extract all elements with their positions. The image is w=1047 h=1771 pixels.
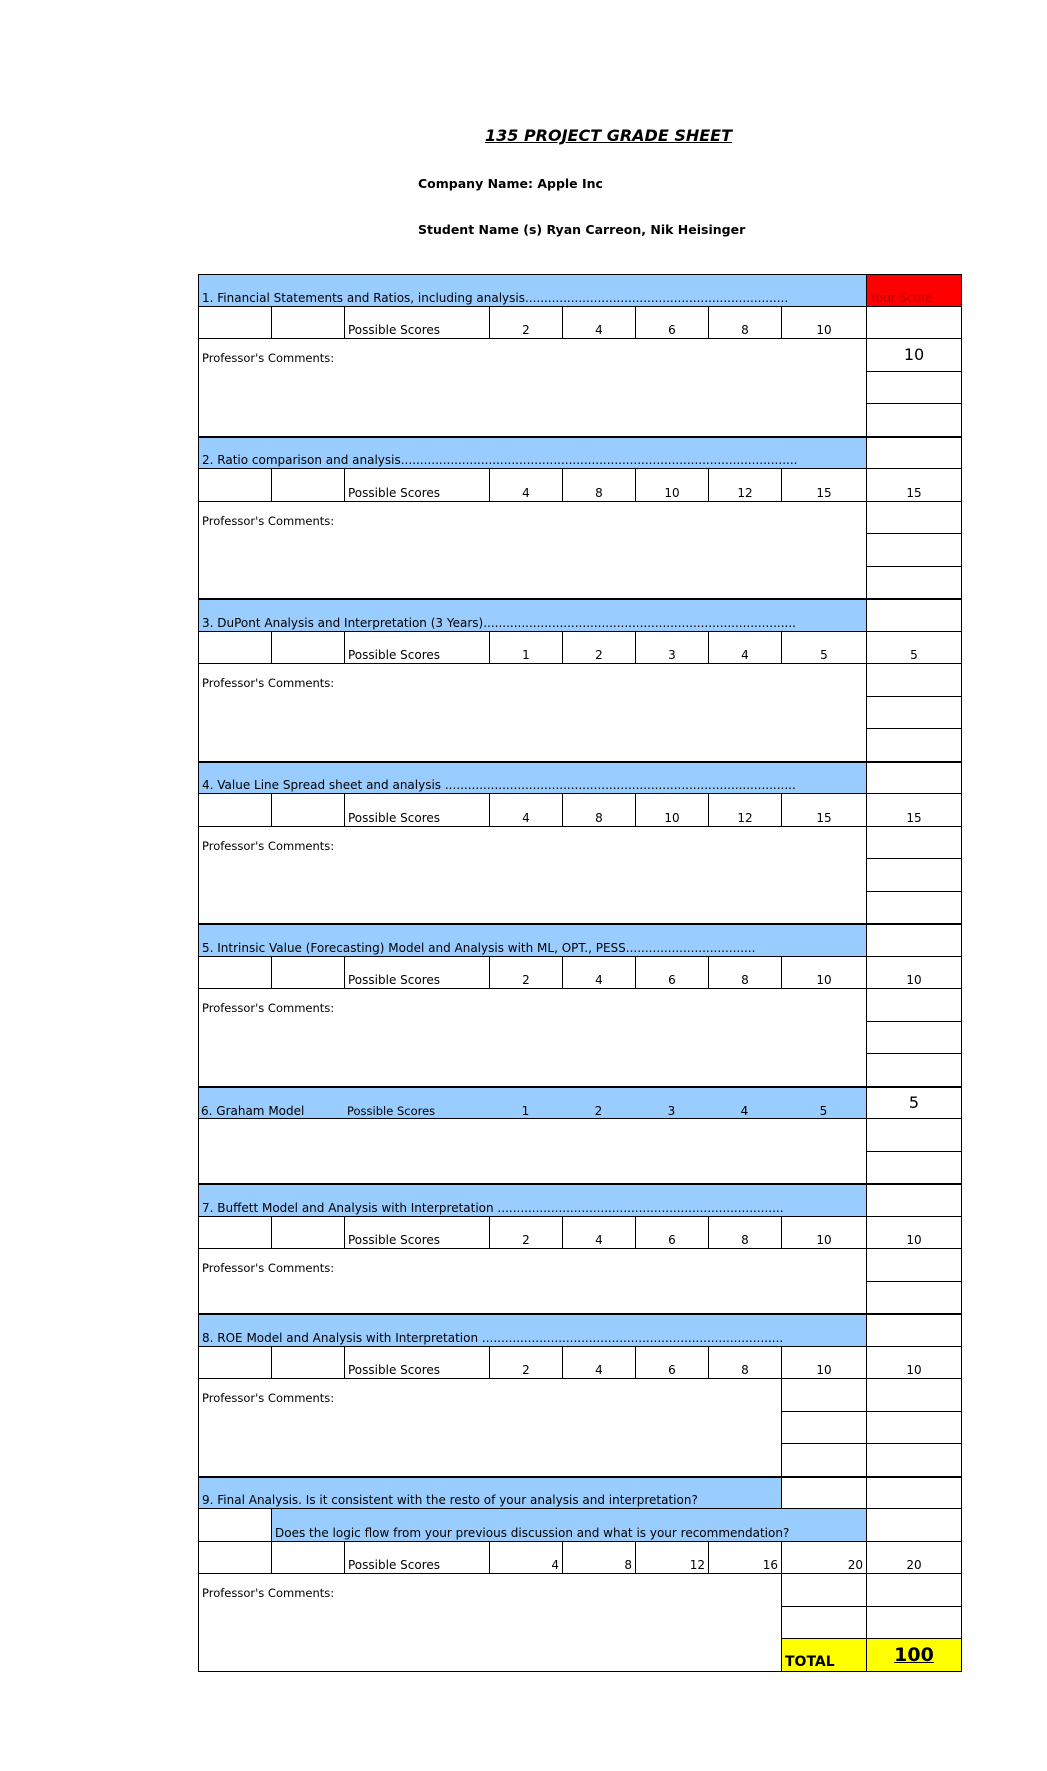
possible-score: 1 bbox=[521, 1104, 530, 1118]
possible-score: 4 bbox=[562, 1217, 635, 1249]
comments-box bbox=[198, 664, 866, 762]
comments-box bbox=[198, 502, 866, 599]
possible-scores-label: Possible Scores bbox=[344, 632, 489, 664]
comments-box bbox=[198, 1379, 781, 1477]
score-cell bbox=[866, 762, 962, 794]
possible-score: 8 bbox=[708, 307, 781, 339]
score-cell bbox=[866, 859, 962, 892]
earned-score: 10 bbox=[866, 1217, 962, 1249]
table-cell bbox=[271, 1542, 344, 1574]
possible-score: 15 bbox=[781, 469, 866, 502]
possible-score: 8 bbox=[708, 957, 781, 989]
possible-score: 2 bbox=[562, 632, 635, 664]
table-cell bbox=[198, 307, 271, 339]
possible-score: 2 bbox=[489, 957, 562, 989]
table-cell bbox=[781, 1412, 866, 1444]
possible-score: 4 bbox=[562, 957, 635, 989]
score-cell bbox=[866, 989, 962, 1022]
section-7-header: 7. Buffett Model and Analysis with Interpretation ........................................................................... bbox=[198, 1184, 866, 1217]
score-cell bbox=[866, 827, 962, 859]
section-9-header: 9. Final Analysis. Is it consistent with the resto of your analysis and interpretation? bbox=[198, 1477, 781, 1509]
table-cell bbox=[198, 632, 271, 664]
your-score-header: Your Score bbox=[866, 274, 962, 307]
possible-score: 2 bbox=[594, 1104, 603, 1118]
score-cell bbox=[866, 372, 962, 404]
comments-label: Professor's Comments: bbox=[202, 514, 335, 528]
section-4-header: 4. Value Line Spread sheet and analysis ............................................................................................ bbox=[198, 762, 866, 794]
possible-score: 4 bbox=[562, 1347, 635, 1379]
possible-score: 8 bbox=[708, 1217, 781, 1249]
table-cell bbox=[271, 307, 344, 339]
table-cell bbox=[198, 1217, 271, 1249]
possible-score: 8 bbox=[562, 794, 635, 827]
earned-score: 15 bbox=[866, 794, 962, 827]
table-cell bbox=[271, 1217, 344, 1249]
earned-score: 15 bbox=[866, 469, 962, 502]
section-2-header: 2. Ratio comparison and analysis........................................................................................................ bbox=[198, 437, 866, 469]
table-cell bbox=[198, 1542, 271, 1574]
possible-score: 2 bbox=[489, 1217, 562, 1249]
score-cell bbox=[866, 1282, 962, 1314]
total-label: TOTAL bbox=[781, 1639, 866, 1672]
score-cell bbox=[866, 1184, 962, 1217]
comments-label: Professor's Comments: bbox=[202, 1261, 335, 1275]
score-cell bbox=[866, 1314, 962, 1347]
comments-box bbox=[198, 1119, 866, 1184]
table-cell bbox=[781, 1444, 866, 1477]
table-cell bbox=[271, 632, 344, 664]
section-title: 6. Graham Model bbox=[201, 1104, 305, 1118]
possible-score: 10 bbox=[635, 794, 708, 827]
possible-scores-label: Possible Scores bbox=[344, 307, 489, 339]
comments-box bbox=[198, 989, 866, 1087]
table-cell bbox=[198, 957, 271, 989]
possible-score: 10 bbox=[781, 957, 866, 989]
comments-label: Professor's Comments: bbox=[202, 1001, 335, 1015]
score-cell bbox=[866, 502, 962, 534]
score-cell bbox=[866, 534, 962, 567]
score-cell bbox=[866, 1574, 962, 1607]
score-cell bbox=[866, 1379, 962, 1412]
possible-score: 10 bbox=[781, 1217, 866, 1249]
score-cell bbox=[866, 729, 962, 762]
possible-score: 10 bbox=[781, 1347, 866, 1379]
score-cell bbox=[866, 1054, 962, 1087]
earned-score: 5 bbox=[866, 632, 962, 664]
page-title: 135 PROJECT GRADE SHEET bbox=[484, 126, 733, 145]
possible-scores-label: Possible Scores bbox=[347, 1103, 436, 1118]
possible-score: 8 bbox=[562, 1542, 635, 1574]
table-cell bbox=[198, 469, 271, 502]
possible-score: 3 bbox=[635, 632, 708, 664]
comments-box bbox=[198, 1249, 866, 1314]
earned-score: 10 bbox=[866, 1347, 962, 1379]
possible-score: 10 bbox=[781, 307, 866, 339]
possible-score: 3 bbox=[667, 1104, 676, 1118]
earned-score: 10 bbox=[866, 957, 962, 989]
possible-score: 8 bbox=[562, 469, 635, 502]
possible-scores-label: Possible Scores bbox=[344, 1542, 489, 1574]
comments-box bbox=[198, 1574, 781, 1672]
score-cell bbox=[866, 697, 962, 729]
comments-box bbox=[198, 339, 866, 437]
possible-score: 4 bbox=[489, 1542, 562, 1574]
table-cell bbox=[271, 1347, 344, 1379]
table-cell bbox=[198, 794, 271, 827]
table-cell bbox=[198, 1509, 271, 1542]
section-3-header: 3. DuPont Analysis and Interpretation (3 Years).................................................................................. bbox=[198, 599, 866, 632]
comments-label: Professor's Comments: bbox=[202, 1391, 335, 1405]
possible-score: 4 bbox=[489, 794, 562, 827]
section-8-header: 8. ROE Model and Analysis with Interpretation ............................................................................... bbox=[198, 1314, 866, 1347]
table-cell bbox=[198, 1347, 271, 1379]
table-cell bbox=[781, 1379, 866, 1412]
comments-label: Professor's Comments: bbox=[202, 1586, 335, 1600]
score-cell bbox=[866, 437, 962, 469]
score-cell bbox=[866, 1249, 962, 1282]
earned-score: 5 bbox=[866, 1087, 962, 1119]
possible-score: 2 bbox=[489, 1347, 562, 1379]
possible-scores-label: Possible Scores bbox=[344, 794, 489, 827]
table-cell bbox=[781, 1607, 866, 1639]
comments-label: Professor's Comments: bbox=[202, 351, 335, 365]
comments-box bbox=[198, 827, 866, 924]
company-name: Company Name: Apple Inc bbox=[418, 176, 603, 191]
score-cell bbox=[866, 1119, 962, 1152]
possible-score: 6 bbox=[635, 957, 708, 989]
possible-score: 5 bbox=[819, 1104, 828, 1118]
possible-score: 4 bbox=[708, 632, 781, 664]
possible-score: 15 bbox=[781, 794, 866, 827]
possible-score: 6 bbox=[635, 1347, 708, 1379]
table-cell bbox=[271, 794, 344, 827]
possible-scores-label: Possible Scores bbox=[344, 469, 489, 502]
section-9-subtitle: Does the logic flow from your previous discussion and what is your recommendation? bbox=[271, 1509, 866, 1542]
possible-score: 12 bbox=[635, 1542, 708, 1574]
score-cell bbox=[866, 1412, 962, 1444]
possible-score: 4 bbox=[489, 469, 562, 502]
table-cell bbox=[271, 469, 344, 502]
score-cell bbox=[866, 924, 962, 957]
comments-label: Professor's Comments: bbox=[202, 839, 335, 853]
score-cell bbox=[866, 1509, 962, 1542]
score-cell bbox=[866, 892, 962, 924]
score-cell bbox=[866, 1152, 962, 1184]
possible-scores-label: Possible Scores bbox=[344, 957, 489, 989]
possible-score: 12 bbox=[708, 469, 781, 502]
score-cell bbox=[866, 1477, 962, 1509]
possible-score: 6 bbox=[635, 307, 708, 339]
score-cell bbox=[866, 1444, 962, 1477]
score-cell bbox=[866, 404, 962, 437]
possible-score: 20 bbox=[781, 1542, 866, 1574]
earned-score: 10 bbox=[866, 339, 962, 372]
score-cell bbox=[866, 1607, 962, 1639]
earned-score: 20 bbox=[866, 1542, 962, 1574]
score-cell bbox=[866, 664, 962, 697]
score-cell bbox=[866, 307, 962, 339]
grade-sheet-table bbox=[198, 274, 962, 1670]
possible-score: 10 bbox=[635, 469, 708, 502]
possible-score: 4 bbox=[562, 307, 635, 339]
table-cell bbox=[271, 957, 344, 989]
possible-scores-label: Possible Scores bbox=[344, 1347, 489, 1379]
possible-score: 6 bbox=[635, 1217, 708, 1249]
possible-score: 12 bbox=[708, 794, 781, 827]
possible-score: 4 bbox=[740, 1104, 749, 1118]
table-cell bbox=[781, 1477, 866, 1509]
total-score: 100 bbox=[866, 1639, 962, 1672]
score-cell bbox=[866, 567, 962, 599]
possible-score: 16 bbox=[708, 1542, 781, 1574]
possible-score: 2 bbox=[489, 307, 562, 339]
possible-scores-label: Possible Scores bbox=[344, 1217, 489, 1249]
possible-score: 5 bbox=[781, 632, 866, 664]
student-names: Student Name (s) Ryan Carreon, Nik Heisinger bbox=[418, 222, 746, 237]
section-5-header: 5. Intrinsic Value (Forecasting) Model and Analysis with ML, OPT., PESS.................................. bbox=[198, 924, 866, 957]
section-1-header: 1. Financial Statements and Ratios, including analysis..................................................................... bbox=[198, 274, 866, 307]
table-cell bbox=[781, 1574, 866, 1607]
score-cell bbox=[866, 1022, 962, 1054]
possible-score: 8 bbox=[708, 1347, 781, 1379]
score-cell bbox=[866, 599, 962, 632]
possible-score: 1 bbox=[489, 632, 562, 664]
comments-label: Professor's Comments: bbox=[202, 676, 335, 690]
